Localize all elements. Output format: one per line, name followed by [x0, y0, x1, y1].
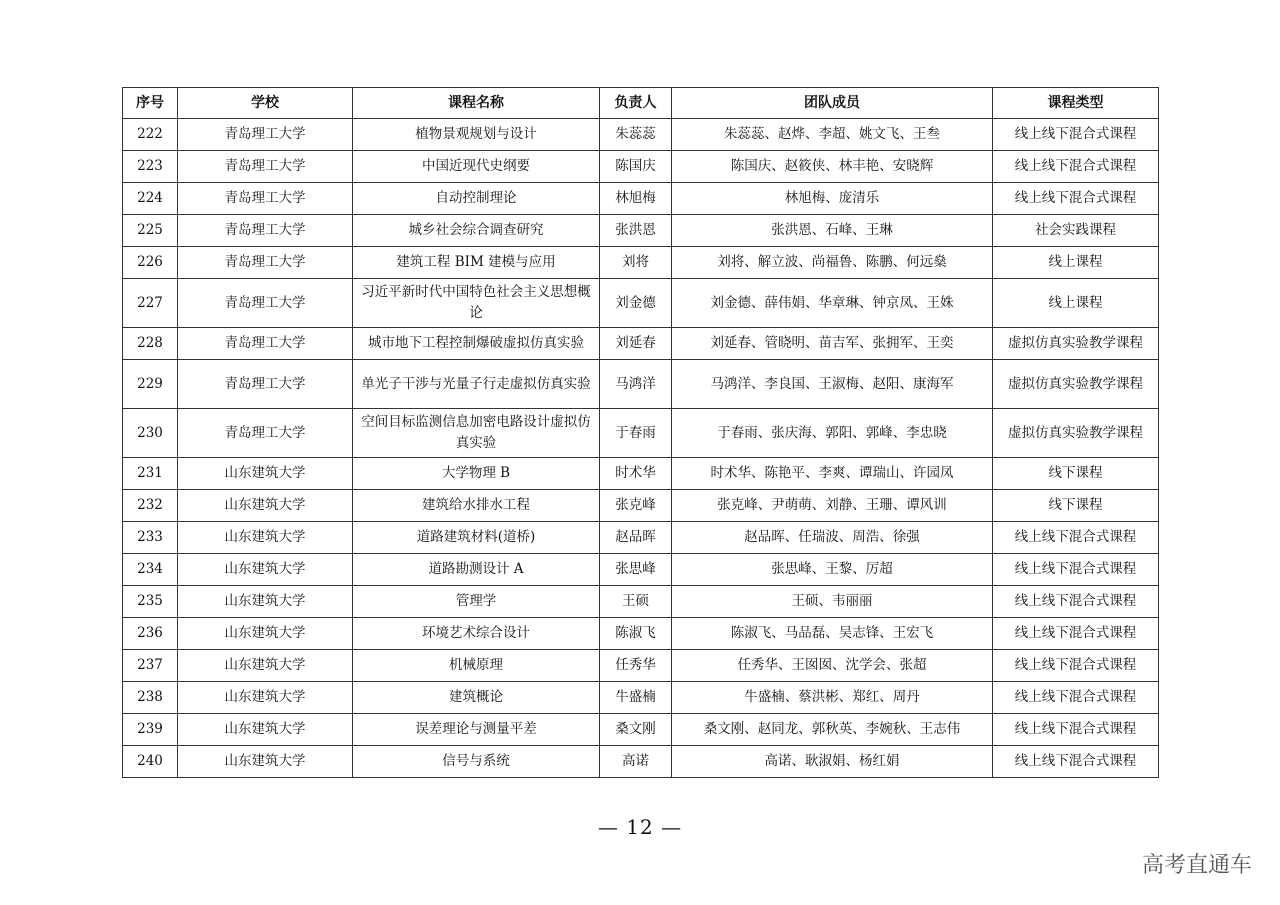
cell-school: 山东建筑大学 — [178, 458, 353, 490]
cell-course: 单光子干涉与光量子行走虚拟仿真实验 — [353, 360, 600, 409]
cell-course: 习近平新时代中国特色社会主义思想概论 — [353, 279, 600, 328]
cell-team: 刘将、解立波、尚福鲁、陈鹏、何远燊 — [672, 247, 993, 279]
cell-team: 林旭梅、庞清乐 — [672, 183, 993, 215]
cell-no: 225 — [123, 215, 178, 247]
cell-no: 235 — [123, 586, 178, 618]
cell-school: 山东建筑大学 — [178, 586, 353, 618]
table-row — [123, 183, 1159, 215]
table-row — [123, 490, 1159, 522]
cell-no: 222 — [123, 119, 178, 151]
cell-no: 228 — [123, 328, 178, 360]
cell-no: 223 — [123, 151, 178, 183]
cell-no: 239 — [123, 714, 178, 746]
cell-school: 山东建筑大学 — [178, 618, 353, 650]
cell-course: 大学物理 B — [353, 458, 600, 490]
cell-leader: 张克峰 — [600, 490, 672, 522]
cell-team: 朱蕊蕊、赵烨、李超、姚文飞、王叁 — [672, 119, 993, 151]
cell-course: 道路勘测设计 A — [353, 554, 600, 586]
cell-team: 张克峰、尹萌萌、刘静、王珊、谭风训 — [672, 490, 993, 522]
cell-course: 误差理论与测量平差 — [353, 714, 600, 746]
cell-team: 赵品晖、任瑞波、周浩、徐强 — [672, 522, 993, 554]
cell-no: 233 — [123, 522, 178, 554]
page-number: — 12 — — [597, 815, 683, 839]
cell-team: 陈国庆、赵筱侠、林丰艳、安晓辉 — [672, 151, 993, 183]
table-row — [123, 682, 1159, 714]
cell-school: 青岛理工大学 — [178, 247, 353, 279]
header-type: 课程类型 — [993, 88, 1159, 119]
cell-no: 238 — [123, 682, 178, 714]
cell-type: 虚拟仿真实验教学课程 — [993, 409, 1159, 458]
cell-team: 高诺、耿淑娟、杨红娟 — [672, 746, 993, 778]
cell-school: 青岛理工大学 — [178, 328, 353, 360]
cell-no: 231 — [123, 458, 178, 490]
cell-no: 234 — [123, 554, 178, 586]
header-leader: 负责人 — [600, 88, 672, 119]
cell-school: 山东建筑大学 — [178, 746, 353, 778]
table-row — [123, 650, 1159, 682]
cell-course: 空间目标监测信息加密电路设计虚拟仿真实验 — [353, 409, 600, 458]
table-row — [123, 279, 1159, 328]
cell-course: 中国近现代史纲要 — [353, 151, 600, 183]
course-table — [122, 87, 1159, 778]
cell-course: 机械原理 — [353, 650, 600, 682]
cell-leader: 林旭梅 — [600, 183, 672, 215]
header-school: 学校 — [178, 88, 353, 119]
cell-course: 城市地下工程控制爆破虚拟仿真实验 — [353, 328, 600, 360]
cell-school: 山东建筑大学 — [178, 714, 353, 746]
cell-no: 237 — [123, 650, 178, 682]
cell-type: 线下课程 — [993, 458, 1159, 490]
cell-course: 自动控制理论 — [353, 183, 600, 215]
watermark: 高考直通车 — [1141, 853, 1252, 878]
cell-school: 青岛理工大学 — [178, 215, 353, 247]
cell-school: 山东建筑大学 — [178, 522, 353, 554]
cell-team: 刘延春、管晓明、苗吉军、张拥军、王奕 — [672, 328, 993, 360]
cell-team: 桑文刚、赵同龙、郭秋英、李婉秋、王志伟 — [672, 714, 993, 746]
cell-course: 建筑给水排水工程 — [353, 490, 600, 522]
cell-leader: 赵品晖 — [600, 522, 672, 554]
cell-type: 线上课程 — [993, 247, 1159, 279]
cell-course: 道路建筑材料(道桥) — [353, 522, 600, 554]
cell-leader: 陈国庆 — [600, 151, 672, 183]
cell-school: 青岛理工大学 — [178, 119, 353, 151]
table-row — [123, 328, 1159, 360]
cell-team: 张洪恩、石峰、王琳 — [672, 215, 993, 247]
cell-course: 城乡社会综合调查研究 — [353, 215, 600, 247]
cell-leader: 刘将 — [600, 247, 672, 279]
cell-school: 青岛理工大学 — [178, 151, 353, 183]
cell-leader: 马鸿洋 — [600, 360, 672, 409]
cell-leader: 王硕 — [600, 586, 672, 618]
cell-school: 青岛理工大学 — [178, 360, 353, 409]
cell-no: 230 — [123, 409, 178, 458]
cell-course: 信号与系统 — [353, 746, 600, 778]
cell-type: 线上线下混合式课程 — [993, 151, 1159, 183]
cell-type: 社会实践课程 — [993, 215, 1159, 247]
cell-type: 线上线下混合式课程 — [993, 586, 1159, 618]
table-row — [123, 409, 1159, 458]
header-team: 团队成员 — [672, 88, 993, 119]
cell-school: 山东建筑大学 — [178, 682, 353, 714]
table-row — [123, 215, 1159, 247]
cell-no: 224 — [123, 183, 178, 215]
cell-leader: 刘金德 — [600, 279, 672, 328]
cell-leader: 刘延春 — [600, 328, 672, 360]
cell-school: 青岛理工大学 — [178, 183, 353, 215]
table-row — [123, 247, 1159, 279]
cell-type: 线上线下混合式课程 — [993, 650, 1159, 682]
cell-no: 232 — [123, 490, 178, 522]
cell-type: 线上线下混合式课程 — [993, 522, 1159, 554]
cell-leader: 时术华 — [600, 458, 672, 490]
cell-type: 虚拟仿真实验教学课程 — [993, 328, 1159, 360]
cell-type: 线上线下混合式课程 — [993, 682, 1159, 714]
cell-type: 线上线下混合式课程 — [993, 746, 1159, 778]
table-row — [123, 119, 1159, 151]
cell-leader: 任秀华 — [600, 650, 672, 682]
cell-type: 线上线下混合式课程 — [993, 714, 1159, 746]
cell-team: 王硕、韦丽丽 — [672, 586, 993, 618]
cell-type: 线上课程 — [993, 279, 1159, 328]
cell-team: 时术华、陈艳平、李爽、谭瑞山、许园凤 — [672, 458, 993, 490]
cell-team: 马鸿洋、李良国、王淑梅、赵阳、康海军 — [672, 360, 993, 409]
cell-school: 山东建筑大学 — [178, 554, 353, 586]
cell-leader: 张洪恩 — [600, 215, 672, 247]
table-row — [123, 360, 1159, 409]
table-row — [123, 458, 1159, 490]
cell-type: 线上线下混合式课程 — [993, 618, 1159, 650]
cell-type: 线上线下混合式课程 — [993, 554, 1159, 586]
cell-no: 227 — [123, 279, 178, 328]
cell-leader: 高诺 — [600, 746, 672, 778]
cell-course: 建筑工程 BIM 建模与应用 — [353, 247, 600, 279]
cell-team: 任秀华、王囡囡、沈学会、张超 — [672, 650, 993, 682]
cell-no: 229 — [123, 360, 178, 409]
cell-leader: 牛盛楠 — [600, 682, 672, 714]
cell-type: 线下课程 — [993, 490, 1159, 522]
cell-team: 牛盛楠、蔡洪彬、郑红、周丹 — [672, 682, 993, 714]
cell-type: 线上线下混合式课程 — [993, 119, 1159, 151]
cell-no: 226 — [123, 247, 178, 279]
cell-school: 青岛理工大学 — [178, 279, 353, 328]
cell-no: 236 — [123, 618, 178, 650]
cell-type: 线上线下混合式课程 — [993, 183, 1159, 215]
header-course: 课程名称 — [353, 88, 600, 119]
cell-team: 张思峰、王黎、厉超 — [672, 554, 993, 586]
cell-school: 山东建筑大学 — [178, 650, 353, 682]
table-row — [123, 746, 1159, 778]
cell-course: 植物景观规划与设计 — [353, 119, 600, 151]
table-row — [123, 714, 1159, 746]
cell-team: 刘金德、薛伟娟、华章琳、钟京凤、王姝 — [672, 279, 993, 328]
cell-course: 管理学 — [353, 586, 600, 618]
cell-no: 240 — [123, 746, 178, 778]
cell-leader: 桑文刚 — [600, 714, 672, 746]
cell-type: 虚拟仿真实验教学课程 — [993, 360, 1159, 409]
cell-team: 于春雨、张庆海、郭阳、郭峰、李忠晓 — [672, 409, 993, 458]
table-row — [123, 151, 1159, 183]
cell-team: 陈淑飞、马品磊、吴志锋、王宏飞 — [672, 618, 993, 650]
cell-leader: 于春雨 — [600, 409, 672, 458]
table-row — [123, 554, 1159, 586]
cell-leader: 陈淑飞 — [600, 618, 672, 650]
cell-course: 环境艺术综合设计 — [353, 618, 600, 650]
table-row — [123, 522, 1159, 554]
cell-school: 山东建筑大学 — [178, 490, 353, 522]
table-header-row — [123, 88, 1159, 119]
cell-leader: 张思峰 — [600, 554, 672, 586]
table-row — [123, 618, 1159, 650]
cell-course: 建筑概论 — [353, 682, 600, 714]
cell-leader: 朱蕊蕊 — [600, 119, 672, 151]
cell-school: 青岛理工大学 — [178, 409, 353, 458]
header-no: 序号 — [123, 88, 178, 119]
table-row — [123, 586, 1159, 618]
